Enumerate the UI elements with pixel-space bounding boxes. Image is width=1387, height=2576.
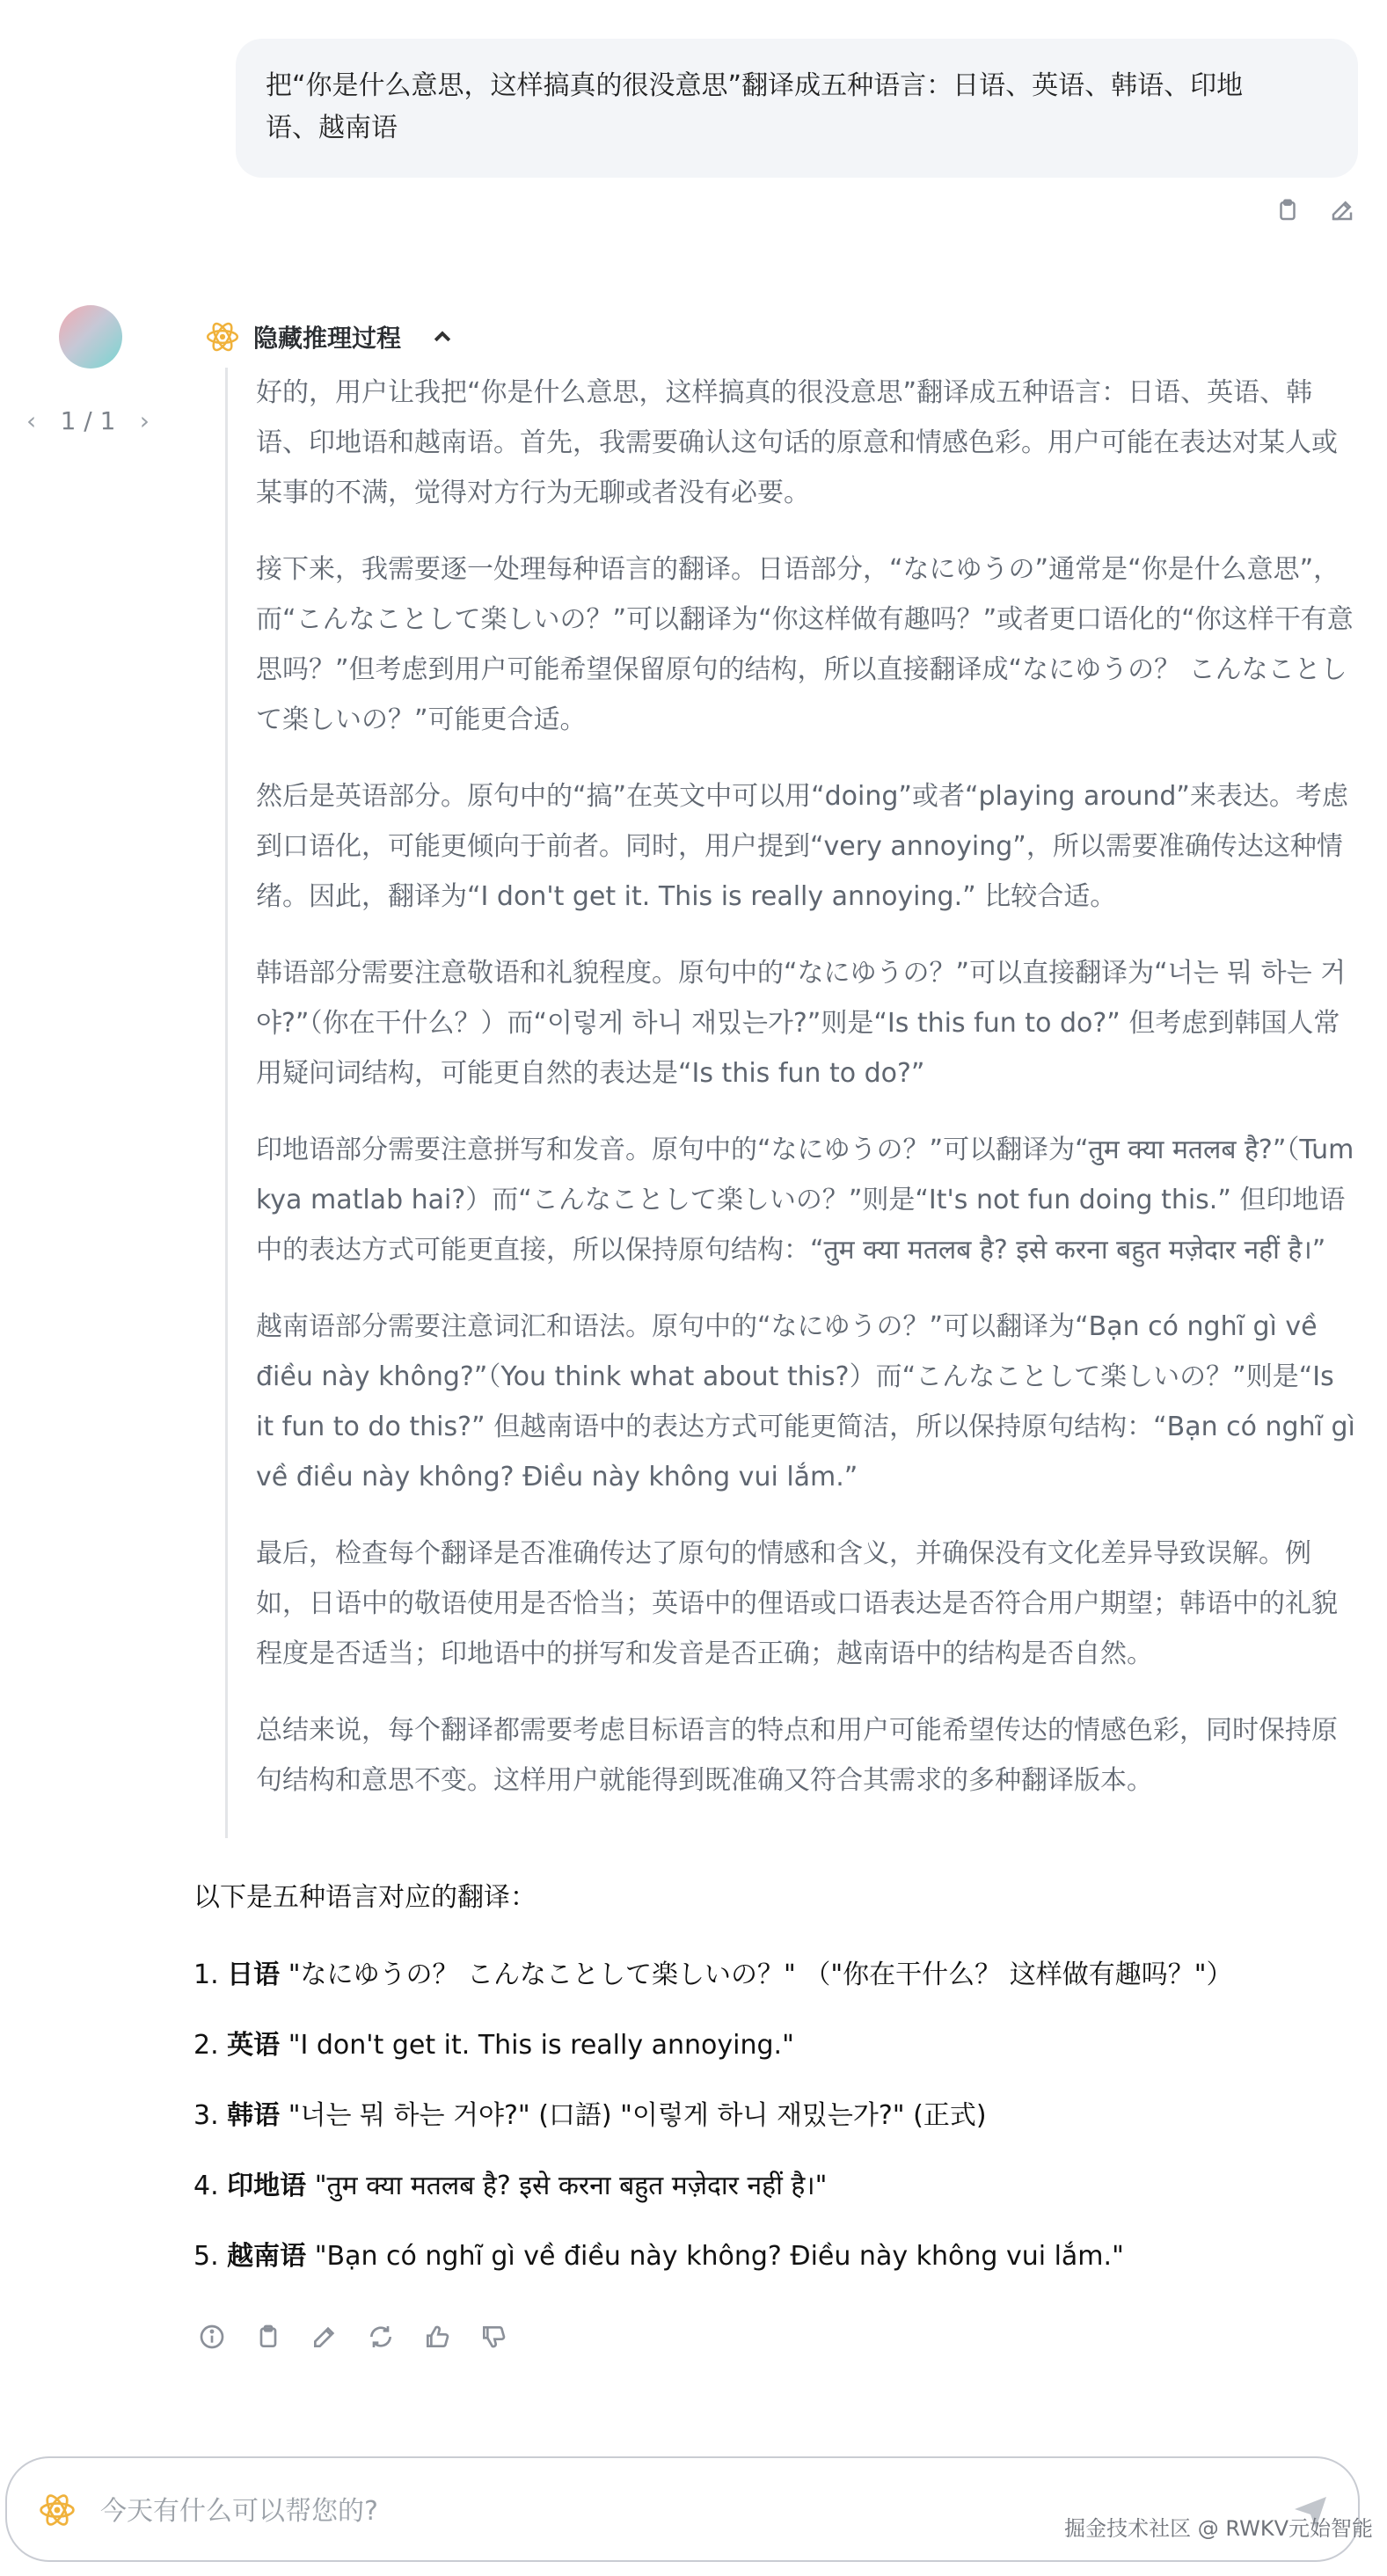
item-number: 5. (193, 2241, 228, 2272)
thumbs-up-icon[interactable] (422, 2322, 452, 2352)
answer-actions (197, 2322, 508, 2352)
answer-list-item (193, 2165, 1363, 2207)
pager-label: 1 / 1 (60, 406, 116, 435)
chevron-up-icon[interactable] (431, 325, 454, 348)
item-number: 3. (193, 2100, 228, 2131)
reasoning-paragraph: 越南语部分需要注意词汇和语法。原句中的“なにゆうの？”可以翻译为“Bạn có nghĩ gì về điều này không?”（You think what about this?）而“こんなことして楽しいの？”则是“Is it fun to do this?” 但越南语中的表达方式可能更简洁，所以保持原句结构：“Bạn có nghĩ gì về điều này không? Điều này không vui lắm.” (256, 1311, 1355, 1492)
answer-list-item (193, 2236, 1363, 2278)
item-number: 2. (193, 2030, 228, 2061)
reasoning-paragraph: 韩语部分需要注意敬语和礼貌程度。原句中的“なにゆうの？”可以直接翻译为“너는 뭐 하는 거야?”（你在干什么？）而“이렇게 하니 재밌는가?”则是“Is this fun to do?” 但考虑到韩国人常用疑问词结构，可能更自然的表达是“Is this fun to do?” (256, 958, 1347, 1089)
item-translation: "なにゆうの？ こんなことして楽しいの？" （"你在干什么？ 这样做有趣吗？"） (280, 1959, 1233, 1990)
reasoning-paragraph: 好的，用户让我把“你是什么意思，这样搞真的很没意思”翻译成五种语言：日语、英语、韩语、印地语和越南语。首先，我需要确认这句话的原意和情感色彩。用户可能在表达对某人或某事的不满，觉得对方行为无聊或者没有必要。 (256, 377, 1338, 508)
pager-next-button[interactable]: › (139, 406, 150, 435)
answer-content (193, 1877, 1363, 2306)
reasoning-paragraph: 然后是英语部分。原句中的“搞”在英文中可以用“doing”或者“playing around”来表达。考虑到口语化，可能更倾向于前者。同时，用户提到“very annoying”，所以需要准确传达这种情绪。因此，翻译为“I don't get it. This is really annoying.” 比较合适。 (256, 781, 1348, 912)
regenerate-icon[interactable] (366, 2322, 396, 2352)
atom-logo-icon (204, 318, 241, 355)
item-translation: "तुम क्या मतलब है? इसे करना बहुत मज़ेदार नहीं है।" (306, 2171, 828, 2201)
user-message-actions (1273, 195, 1357, 225)
item-language: 印地语 (227, 2171, 307, 2201)
item-language: 日语 (227, 1959, 281, 1990)
reasoning-toggle-label: 隐藏推理过程 (253, 324, 402, 353)
answer-list-item (193, 1954, 1363, 1996)
assistant-avatar (59, 305, 122, 369)
reasoning-toggle[interactable] (204, 318, 454, 355)
answer-list-item (193, 2025, 1363, 2067)
response-pager (26, 406, 150, 435)
user-message-line-1: 把“你是什么意思，这样搞真的很没意思”翻译成五种语言：日语、英语、韩语、印地 (266, 70, 1244, 101)
user-message-line-2: 语、越南语 (266, 113, 398, 143)
item-translation: "I don't get it. This is really annoying." (280, 2030, 794, 2061)
reasoning-paragraph: 印地语部分需要注意拼写和发音。原句中的“なにゆうの？”可以翻译为“तुम क्या मतलब है?”（Tum kya matlab hai?）而“こんなことして楽しいの？”则是“It's not fun doing this.” 但印地语中的表达方式可能更直接，所以保持原句结构：“तुम क्या मतलब है? इसे करना बहुत मज़ेदार नहीं है।” (256, 1135, 1354, 1266)
copy-icon[interactable] (253, 2322, 283, 2352)
edit-icon[interactable] (310, 2322, 339, 2352)
pager-prev-button[interactable]: ‹ (26, 406, 37, 435)
atom-logo-icon (37, 2490, 77, 2530)
item-number: 1. (193, 1959, 228, 1990)
answer-list-item (193, 2095, 1363, 2137)
watermark: 掘金技术社区 @ RWKV元始智能 (1064, 2516, 1373, 2541)
info-icon[interactable] (197, 2322, 227, 2352)
user-message-bubble (236, 39, 1358, 178)
item-language: 韩语 (227, 2100, 281, 2131)
reasoning-paragraph: 最后，检查每个翻译是否准确传达了原句的情感和含义，并确保没有文化差异导致误解。例如，日语中的敬语使用是否恰当；英语中的俚语或口语表达是否符合用户期望；韩语中的礼貌程度是否适当；印地语中的拼写和发音是否正确；越南语中的结构是否自然。 (256, 1538, 1338, 1669)
item-language: 越南语 (227, 2241, 307, 2272)
reasoning-content (225, 368, 1369, 1838)
item-language: 英语 (227, 2030, 281, 2061)
item-translation: "Bạn có nghĩ gì về điều này không? Điều này không vui lắm." (306, 2241, 1124, 2272)
reasoning-paragraph: 总结来说，每个翻译都需要考虑目标语言的特点和用户可能希望传达的情感色彩，同时保持原句结构和意思不变。这样用户就能得到既准确又符合其需求的多种翻译版本。 (256, 1715, 1338, 1796)
edit-icon[interactable] (1327, 195, 1357, 225)
chat-input[interactable] (99, 2485, 978, 2537)
message-composer (5, 2456, 1360, 2562)
answer-intro: 以下是五种语言对应的翻译： (193, 1882, 537, 1913)
item-number: 4. (193, 2171, 228, 2201)
item-translation: "너는 뭐 하는 거야?" (口語) "이렇게 하니 재밌는가?" (正式) (280, 2100, 987, 2131)
reasoning-paragraph: 接下来，我需要逐一处理每种语言的翻译。日语部分，“なにゆうの”通常是“你是什么意思”，而“こんなことして楽しいの？”可以翻译为“你这样做有趣吗？”或者更口语化的“你这样干有意思吗？”但考虑到用户可能希望保留原句的结构，所以直接翻译成“なにゆうの？ こんなことして楽しいの？”可能更合适。 (256, 554, 1354, 735)
thumbs-down-icon[interactable] (478, 2322, 508, 2352)
copy-icon[interactable] (1273, 195, 1303, 225)
